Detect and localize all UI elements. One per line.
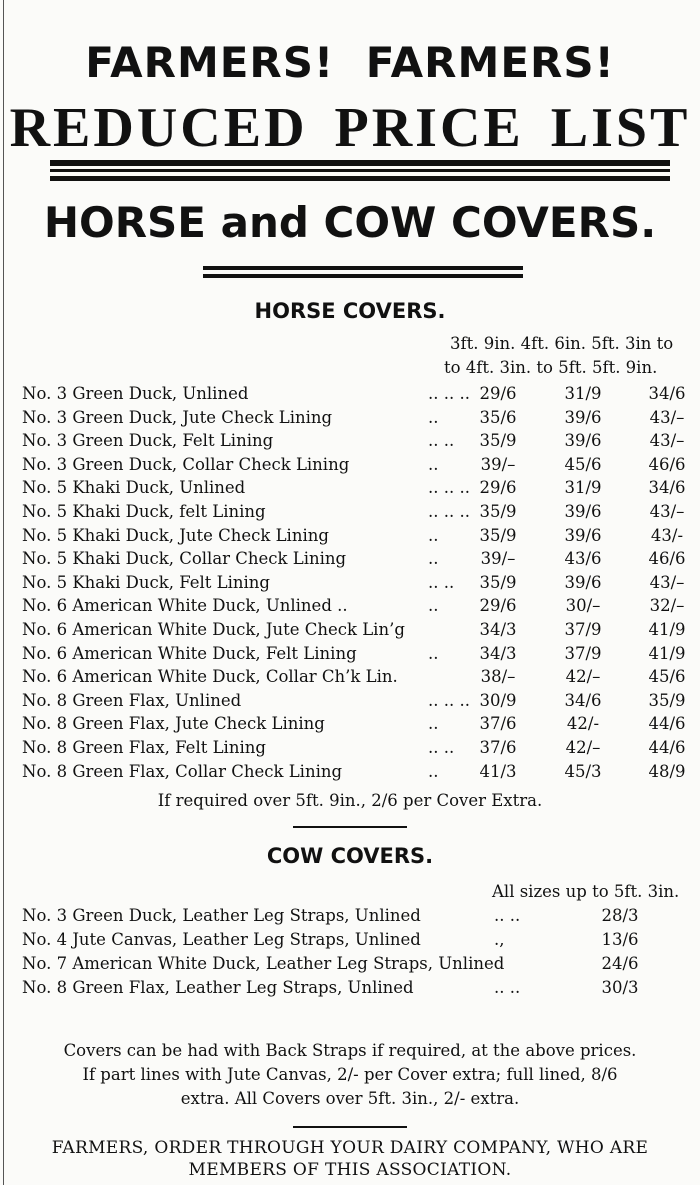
price-size-1: 37/6 [479, 714, 517, 734]
farmers-heading: FARMERS! FARMERS! [85, 38, 615, 87]
back-straps-note: Covers can be had with Back Straps if required, at the above prices. [63, 1041, 637, 1060]
price-size-1: 29/6 [479, 384, 517, 403]
price-size-1: 34/3 [479, 643, 517, 663]
leader-dots: .. .. [428, 572, 455, 592]
price-size-1: 34/3 [479, 620, 517, 639]
price-size-2: 42/– [565, 738, 601, 757]
price-size-1: 41/3 [479, 761, 517, 781]
leader-dots: .. .. [428, 431, 455, 451]
horse-cover-row [0, 762, 700, 786]
price-size-2: 39/6 [564, 525, 602, 545]
horse-extra-note: If required over 5ft. 9in., 2/6 per Cover Extra. [157, 791, 543, 810]
price-size-1: 30/9 [479, 690, 517, 710]
horse-cover-row [0, 620, 700, 644]
footer-line2: MEMBERS OF THIS ASSOCIATION. [188, 1160, 512, 1180]
horse-cover-row [0, 738, 700, 762]
jute-canvas-note: If part lines with Jute Canvas, 2/- per Cover extra; full lined, 8/6 [82, 1065, 618, 1084]
price-size-3: 34/6 [648, 478, 686, 498]
horse-cover-row [0, 667, 700, 691]
heavy-rule-bottom [50, 176, 670, 181]
price-size-2: 39/6 [564, 572, 602, 592]
price-size-2: 34/6 [564, 690, 602, 710]
price-size-3: 46/6 [648, 549, 686, 569]
leader-dots: .. [428, 714, 439, 734]
horse-covers-title: HORSE COVERS. [254, 299, 446, 323]
leader-dots: .. .. .. [428, 502, 470, 521]
price-size-2: 31/9 [564, 478, 602, 498]
price-size-3: 43/– [649, 502, 685, 521]
horse-cover-row [0, 691, 700, 715]
price-size-1: 35/9 [479, 572, 517, 592]
cow-cover-price: 13/6 [601, 930, 639, 949]
cow-cover-description: No. 7 American White Duck, Leather Leg Straps, Unlined [22, 954, 505, 973]
price-size-2: 39/6 [564, 407, 602, 427]
horse-cover-row [0, 384, 700, 408]
cow-cover-price: 30/3 [601, 978, 639, 997]
price-size-2: 42/– [565, 667, 601, 687]
price-size-3: 34/6 [648, 384, 686, 403]
heavy-rule-mid [50, 169, 670, 172]
cow-cover-row [0, 906, 700, 930]
cow-cover-description: No. 3 Green Duck, Leather Leg Straps, Unlined [22, 906, 421, 925]
leader-dots: .. .. [428, 738, 455, 757]
horse-cover-row [0, 478, 700, 502]
horse-cover-description: No. 5 Khaki Duck, Collar Check Lining [22, 549, 347, 569]
price-size-2: 31/9 [564, 384, 602, 403]
price-size-2: 45/6 [564, 454, 602, 474]
horse-cover-description: No. 3 Green Duck, Unlined [22, 384, 249, 403]
price-size-1: 35/9 [479, 502, 517, 521]
horse-cover-row [0, 408, 700, 432]
horse-cover-description: No. 8 Green Flax, Jute Check Lining [22, 714, 325, 734]
price-size-2: 30/– [565, 596, 601, 616]
horse-cover-description: No. 6 American White Duck, Felt Lining [22, 643, 357, 663]
double-rule-lower [203, 274, 523, 278]
section-divider [293, 826, 407, 828]
price-size-2: 42/- [566, 714, 600, 734]
leader-dots: .. [428, 407, 439, 427]
horse-cover-row [0, 549, 700, 573]
horse-cover-row [0, 526, 700, 550]
footer-line1: FARMERS, ORDER THROUGH YOUR DAIRY COMPANY, WHO ARE [51, 1138, 649, 1158]
cow-cover-row [0, 954, 700, 978]
leader-dots: .. .. .. [428, 478, 470, 498]
price-size-3: 45/6 [648, 667, 686, 687]
footer-divider [293, 1126, 407, 1128]
price-size-1: 35/6 [479, 407, 517, 427]
price-size-3: 43/– [649, 407, 685, 427]
price-size-2: 37/9 [564, 643, 602, 663]
horse-cover-row [0, 644, 700, 668]
price-size-3: 44/6 [648, 738, 686, 757]
cow-cover-row [0, 978, 700, 1002]
reduced-price-list-heading: REDUCED PRICE LIST [9, 97, 691, 159]
cow-cover-description: No. 8 Green Flax, Leather Leg Straps, Unlined [22, 978, 414, 997]
cow-cover-row [0, 930, 700, 954]
price-size-3: 43/– [649, 572, 685, 592]
leader-dots: .. [428, 596, 439, 616]
price-size-2: 39/6 [564, 502, 602, 521]
price-size-3: 46/6 [648, 454, 686, 474]
horse-cover-description: No. 8 Green Flax, Collar Check Lining [22, 761, 343, 781]
horse-cover-description: No. 3 Green Duck, Felt Lining [22, 431, 274, 451]
price-size-1: 37/6 [479, 738, 517, 757]
leader-dots: .. [428, 643, 439, 663]
extra-note: extra. All Covers over 5ft. 3in., 2/- extra. [180, 1089, 520, 1108]
horse-cover-description: No. 5 Khaki Duck, Unlined [22, 478, 246, 498]
cow-cover-price: 24/6 [601, 954, 639, 973]
price-size-3: 43/– [649, 431, 685, 451]
cow-size-header: All sizes up to 5ft. 3in. [492, 882, 680, 901]
horse-cover-row [0, 573, 700, 597]
horse-cover-description: No. 5 Khaki Duck, Jute Check Lining [22, 525, 329, 545]
leader-dots: .. [428, 525, 439, 545]
cow-cover-price: 28/3 [601, 906, 639, 925]
price-size-3: 43/- [650, 525, 684, 545]
horse-cover-row [0, 431, 700, 455]
cow-cover-description: No. 4 Jute Canvas, Leather Leg Straps, Unlined [22, 930, 421, 949]
price-size-1: 29/6 [479, 478, 517, 498]
horse-cover-row [0, 455, 700, 479]
horse-cover-description: No. 6 American White Duck, Jute Check Lin’g [22, 620, 405, 639]
horse-cover-description: No. 3 Green Duck, Jute Check Lining [22, 407, 333, 427]
price-size-2: 37/9 [564, 620, 602, 639]
price-size-3: 48/9 [648, 761, 686, 781]
price-size-2: 39/6 [564, 431, 602, 451]
leader-dots: ., [494, 930, 505, 949]
price-size-1: 39/– [480, 454, 516, 474]
horse-cow-covers-heading: HORSE and COW COVERS. [43, 198, 657, 247]
heavy-rule-top [50, 160, 670, 166]
horse-cover-row [0, 714, 700, 738]
price-size-3: 32/– [649, 596, 685, 616]
horse-cover-description: No. 8 Green Flax, Felt Lining [22, 738, 266, 757]
size-header-line2: to 4ft. 3in. to 5ft. 5ft. 9in. [444, 358, 658, 377]
price-size-3: 41/9 [648, 643, 686, 663]
price-size-1: 39/– [480, 549, 516, 569]
horse-cover-description: No. 5 Khaki Duck, Felt Lining [22, 572, 270, 592]
price-size-2: 43/6 [564, 549, 602, 569]
leader-dots: .. [428, 549, 439, 569]
horse-cover-row [0, 596, 700, 620]
leader-dots: .. .. [494, 978, 521, 997]
price-size-3: 41/9 [648, 620, 686, 639]
price-size-1: 35/9 [479, 525, 517, 545]
price-size-2: 45/3 [564, 761, 602, 781]
horse-cover-row [0, 502, 700, 526]
horse-cover-description: No. 6 American White Duck, Unlined .. [22, 596, 348, 616]
price-size-1: 38/– [480, 667, 516, 687]
price-size-3: 44/6 [648, 714, 686, 734]
horse-cover-description: No. 6 American White Duck, Collar Ch’k Lin. [22, 667, 398, 687]
horse-cover-description: No. 3 Green Duck, Collar Check Lining [22, 454, 350, 474]
leader-dots: .. .. .. [428, 384, 470, 403]
cow-covers-title: COW COVERS. [266, 844, 434, 868]
horse-cover-description: No. 8 Green Flax, Unlined [22, 690, 242, 710]
size-header-line1: 3ft. 9in. 4ft. 6in. 5ft. 3in to [450, 334, 674, 353]
price-size-1: 29/6 [479, 596, 517, 616]
leader-dots: .. [428, 454, 439, 474]
leader-dots: .. [428, 761, 439, 781]
leader-dots: .. .. .. [428, 690, 470, 710]
price-size-3: 35/9 [648, 690, 686, 710]
double-rule-upper [203, 266, 523, 270]
horse-cover-description: No. 5 Khaki Duck, felt Lining [22, 502, 266, 521]
price-size-1: 35/9 [479, 431, 517, 451]
leader-dots: .. .. [494, 906, 521, 925]
